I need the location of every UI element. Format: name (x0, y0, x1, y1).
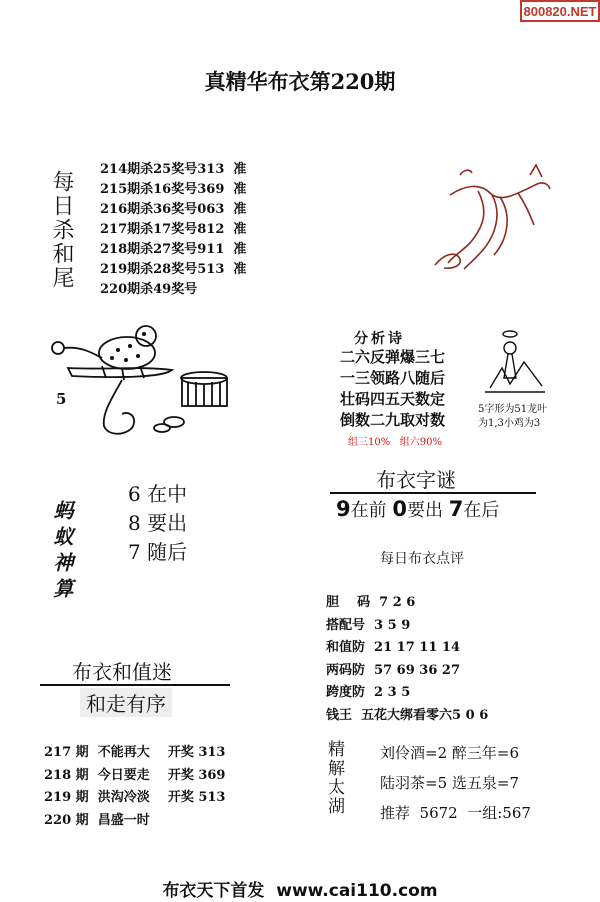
list-item: 215期杀16奖号369 准 (100, 182, 247, 197)
riddle-text: 要出 (406, 500, 443, 521)
list-item: 218 期 今日要走 开奖 369 (44, 767, 226, 783)
leopard-drawing-image (42, 318, 252, 448)
riddle-heading: 布衣字谜 (376, 468, 456, 492)
riddle-text: 在前 (350, 500, 387, 521)
ant-line: 7 随后 (128, 540, 188, 564)
list-item: 220期杀49奖号 (100, 282, 198, 297)
page-title: 真精华布衣第220期 (204, 69, 396, 94)
riddle-divider (330, 492, 536, 494)
taihu-lines (380, 738, 531, 828)
footer-text: 布衣天下首发 www.cai110.com (162, 881, 438, 901)
poem-line: 一三领路八随后 (340, 369, 446, 387)
taihu-label: 精解太湖 (324, 740, 344, 816)
poem-line: 倒数二九取对数 (340, 411, 446, 429)
review-list (326, 592, 488, 727)
review-heading: 每日布衣点评 (380, 551, 464, 567)
landscape-sketch-image (430, 155, 555, 275)
poem-line: 壮码四五天数定 (340, 390, 446, 408)
picture-number: 5 (56, 390, 67, 408)
taihu-line: 推荐 5672 一组:567 (380, 804, 531, 822)
ant-lines (128, 480, 187, 567)
taihu-line: 陆羽茶=5 选五泉=7 (380, 774, 519, 792)
kill-section-list (100, 160, 246, 300)
hermit-note-2: 为1,3小鸡为3 (478, 418, 541, 429)
list-item: 搭配号 3 5 9 (326, 617, 411, 633)
taihu-line: 刘伶酒=2 醉三年=6 (380, 744, 519, 762)
ant-section-label: 蚂蚁神算 (50, 500, 74, 604)
riddle-digit: 9 (336, 497, 351, 521)
hermit-note-1: 5字形为51龙叶 (478, 404, 548, 415)
sum-riddle-subheading: 和走有序 (80, 688, 172, 717)
list-item: 两码防 57 69 36 27 (326, 662, 460, 678)
hermit-sketch-image (480, 328, 550, 398)
poem-red-note: 组三10% 组六90% (348, 437, 442, 448)
poem-line: 二六反弹爆三七 (340, 348, 446, 366)
poem-lines (340, 347, 445, 448)
riddle-text: 在后 (463, 500, 500, 521)
list-item: 钱王 五花大绑看零六5 0 6 (326, 707, 489, 723)
list-item: 217期杀17奖号812 准 (100, 222, 247, 237)
list-item: 214期杀25奖号313 准 (100, 162, 247, 177)
sum-riddle-divider (40, 684, 230, 686)
ant-line: 6 在中 (128, 482, 188, 506)
riddle-digit: 7 (448, 497, 464, 521)
list-item: 216期杀36奖号063 准 (100, 202, 247, 217)
list-item: 胆 码 7 2 6 (326, 595, 416, 610)
ant-line: 8 要出 (128, 511, 188, 535)
riddle-digit: 0 (392, 497, 407, 521)
list-item: 219 期 洪沟冷淡 开奖 513 (44, 790, 226, 805)
sum-riddle-heading: 布衣和值迷 (72, 660, 172, 684)
riddle-answer (336, 496, 499, 522)
list-item: 219期杀28奖号513 准 (100, 262, 247, 277)
list-item: 218期杀27奖号911 准 (100, 242, 247, 257)
kill-section-label: 每日杀和尾 (49, 170, 74, 290)
clue-list (44, 742, 225, 832)
poem-heading: 分析诗 (354, 331, 405, 347)
list-item: 217 期 不能再大 开奖 313 (44, 745, 226, 760)
list-item: 220 期 昌盛一时 (44, 812, 150, 828)
list-item: 和值防 21 17 11 14 (326, 640, 460, 655)
watermark-badge: 800820.NET (520, 0, 600, 22)
list-item: 跨度防 2 3 5 (326, 685, 411, 700)
